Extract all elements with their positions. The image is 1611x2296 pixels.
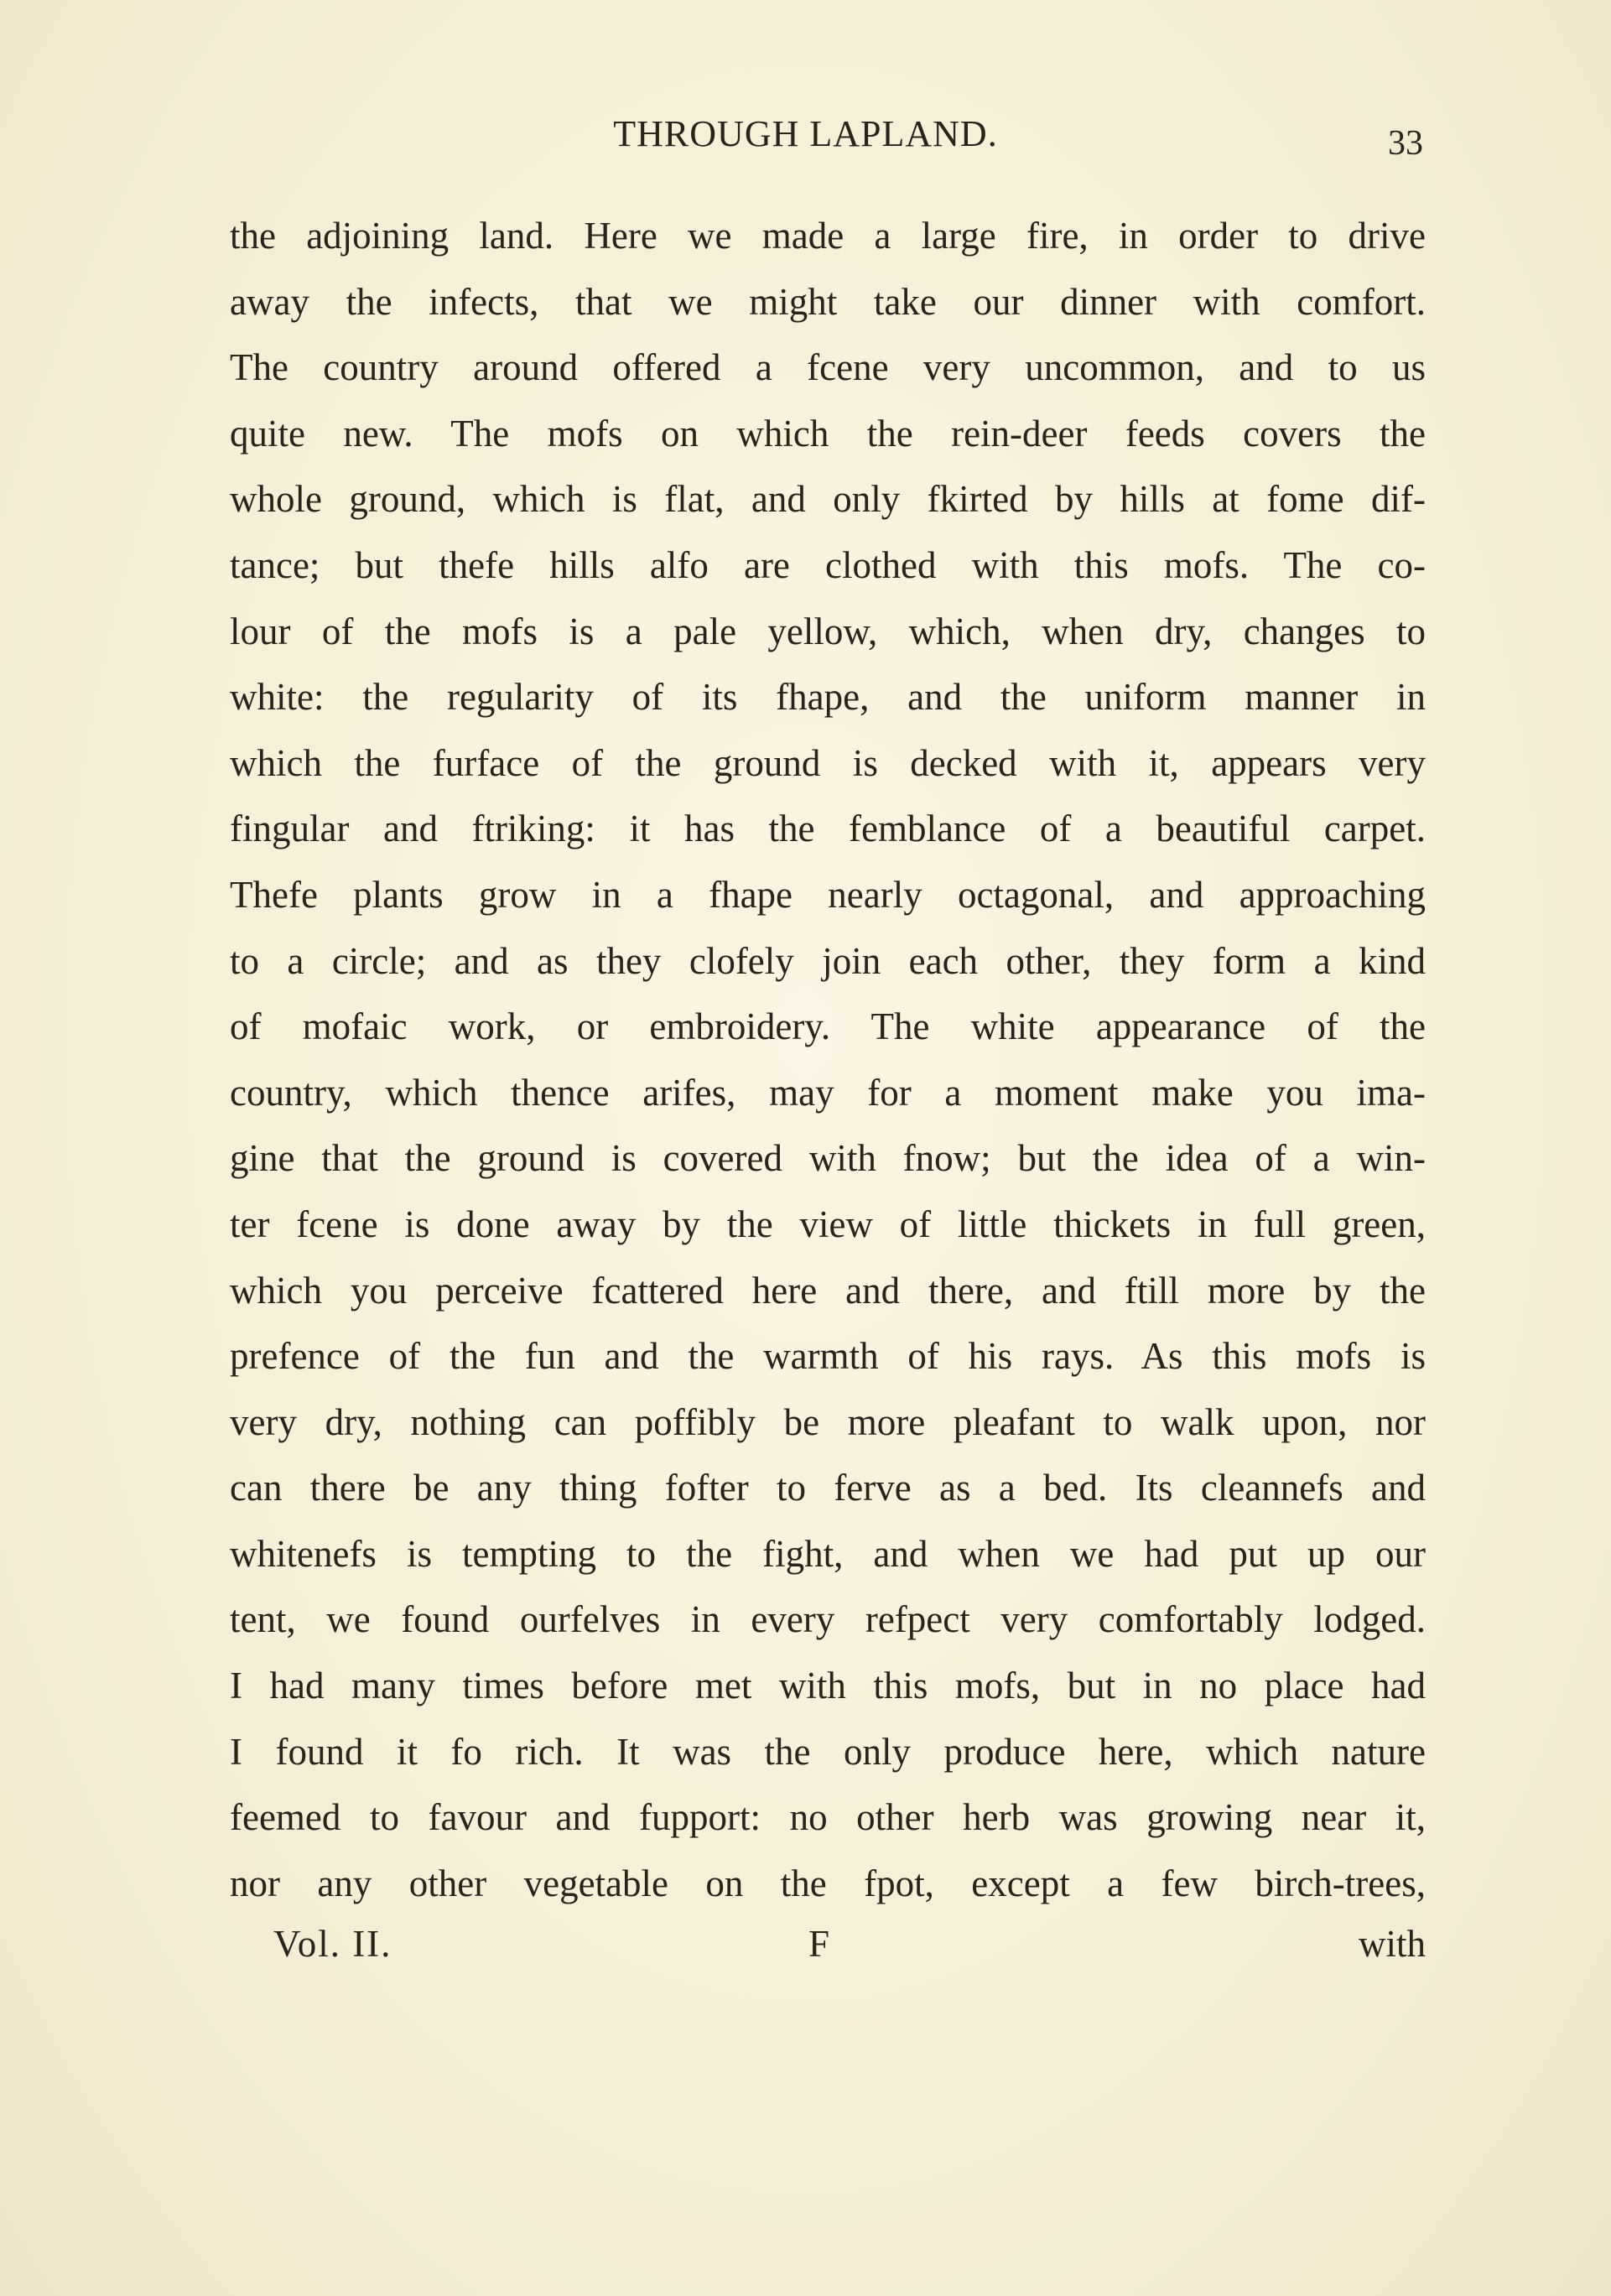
text-line: ter fcene is done away by the view of little thickets in full green,	[230, 1203, 1426, 1245]
running-title: THROUGH LAPLAND.	[613, 113, 998, 154]
volume-signature: Vol. II.	[273, 1923, 392, 1965]
text-line: whitenefs is tempting to the fight, and when we had put up our	[230, 1532, 1426, 1575]
text-line: to a circle; and as they clofely join each other, they form a kind	[230, 939, 1426, 982]
text-line: fingular and ftriking: it has the femblance of a beautiful carpet.	[230, 808, 1426, 850]
text-line: prefence of the fun and the warmth of his rays. As this mofs is	[230, 1335, 1426, 1378]
text-line: I had many times before met with this mofs, but in no place had	[230, 1665, 1426, 1707]
text-line: country, which thence arifes, may for a moment make you ima-	[230, 1071, 1426, 1114]
text-line: tent, we found ourfelves in every refpect very comfortably lodged.	[230, 1598, 1426, 1641]
text-line: tance; but thefe hills alfo are clothed with this mofs. The co-	[230, 543, 1426, 586]
text-line: of mofaic work, or embroidery. The white appearance of the	[230, 1005, 1426, 1048]
text-line: quite new. The mofs on which the rein-deer feeds covers the	[230, 412, 1426, 455]
body-text	[230, 203, 1426, 1916]
text-line: feemed to favour and fupport: no other herb was growing near it,	[230, 1796, 1426, 1839]
text-line: which the furface of the ground is decked with it, appears very	[230, 741, 1426, 784]
text-line: nor any other vegetable on the fpot, except a few birch-trees,	[230, 1862, 1426, 1904]
text-line: The country around offered a fcene very uncommon, and to us	[230, 346, 1426, 389]
page-number: 33	[1388, 124, 1423, 163]
text-line: Thefe plants grow in a fhape nearly octagonal, and approaching	[230, 873, 1426, 916]
text-line: which you perceive fcattered here and there, and ftill more by the	[230, 1269, 1426, 1312]
text-line: away the infects, that we might take our dinner with comfort.	[230, 280, 1426, 323]
text-line: can there be any thing fofter to ferve as a bed. Its cleannefs and	[230, 1467, 1426, 1509]
text-line: lour of the mofs is a pale yellow, which, when dry, changes to	[230, 610, 1426, 652]
text-line: white: the regularity of its fhape, and the uniform manner in	[230, 676, 1426, 719]
text-line: gine that the ground is covered with fnow; but the idea of a win-	[230, 1137, 1426, 1180]
text-line: whole ground, which is flat, and only fkirted by hills at fome dif-	[230, 478, 1426, 521]
text-line: very dry, nothing can poffibly be more pleafant to walk upon, nor	[230, 1400, 1426, 1443]
text-line: I found it fo rich. It was the only produce here, which nature	[230, 1730, 1426, 1773]
catchword: with	[1358, 1923, 1426, 1965]
page-footer	[230, 1920, 1426, 1967]
text-line: the adjoining land. Here we made a large fire, in order to drive	[230, 215, 1426, 257]
signature-mark: F	[808, 1923, 830, 1965]
